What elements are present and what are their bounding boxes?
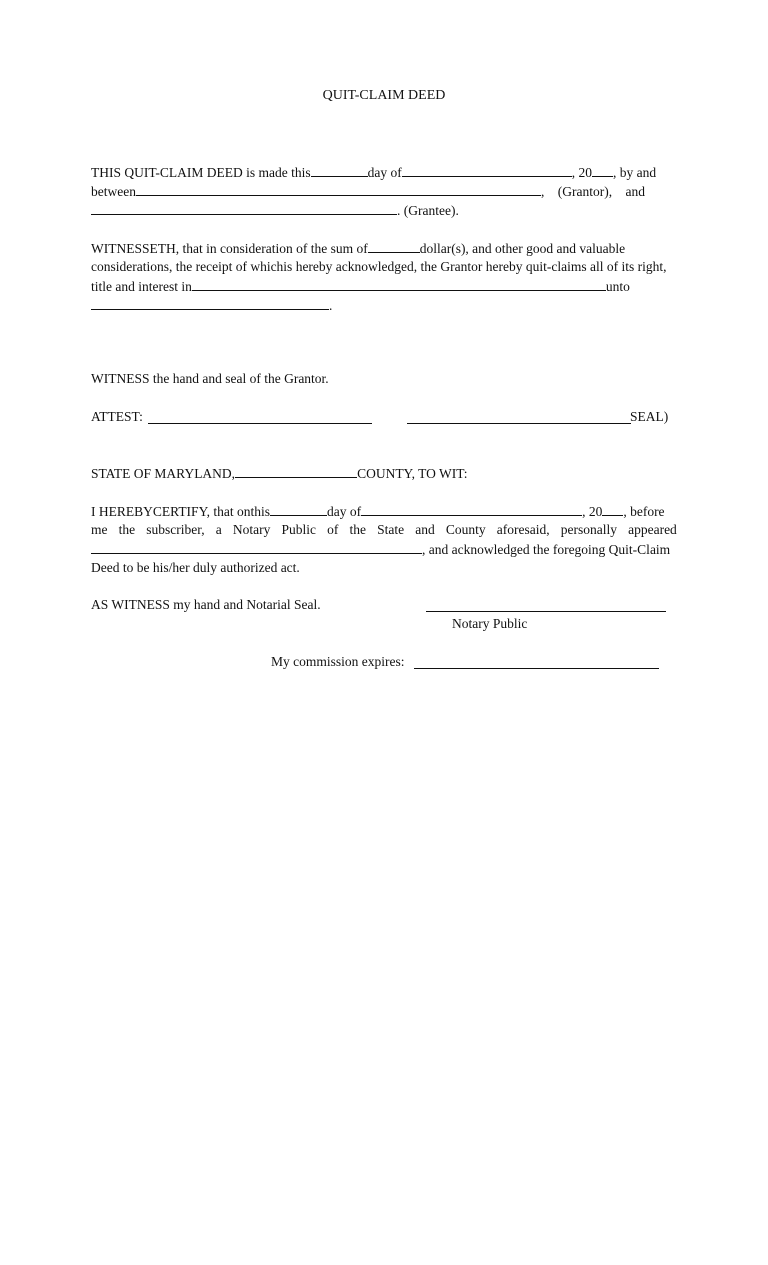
certify-text-dayof: day of: [326, 504, 362, 519]
document-title: QUIT-CLAIM DEED: [322, 88, 446, 103]
as-witness-text: AS WITNESS my hand and Notarial Seal.: [91, 597, 321, 612]
certify-word: County: [445, 522, 486, 537]
certify-word: a: [215, 522, 222, 537]
certify-word: State: [377, 522, 405, 537]
para2-line3: [91, 277, 677, 295]
grantor-blank[interactable]: [136, 182, 541, 196]
para2-line2: considerations, the receipt of whichis hereby acknowledged, the Grantor hereby quit-claims all of its right,: [91, 259, 667, 274]
witness-grantor-text: WITNESS the hand and seal of the Grantor.: [91, 371, 329, 386]
state-text: STATE OF MARYLAND,: [91, 466, 236, 481]
grantor-signature-line[interactable]: [407, 422, 631, 424]
certify-word: subscriber,: [146, 522, 205, 537]
certify-word: and: [415, 522, 435, 537]
para2-text-unto: unto: [605, 279, 630, 294]
certify-year-blank[interactable]: [602, 502, 623, 516]
para1-text-byand: , by and: [612, 165, 657, 180]
certify-line1: [91, 502, 677, 520]
sum-blank[interactable]: [368, 239, 420, 253]
para2-text-dollars: dollar(s), and other good and valuable: [419, 241, 626, 256]
para1-text-dayof: day of: [367, 165, 402, 180]
grantee-blank[interactable]: [91, 201, 397, 215]
para1-line3: [91, 201, 677, 219]
para1-text-comma: ,: [540, 184, 545, 199]
para1-text-intro: THIS QUIT-CLAIM DEED is made this: [91, 165, 311, 180]
certify-word: Notary: [232, 522, 271, 537]
day-blank[interactable]: [311, 163, 368, 177]
commission-expires-label: My commission expires:: [271, 654, 405, 669]
county-blank[interactable]: [235, 464, 357, 478]
certify-word: the: [349, 522, 366, 537]
certify-word: of: [327, 522, 339, 537]
certify-line4: Deed to be his/her duly authorized act.: [91, 560, 300, 575]
certify-line3: [91, 540, 677, 558]
commission-expires-line[interactable]: [414, 667, 659, 669]
month-blank[interactable]: [402, 163, 572, 177]
state-line: [91, 464, 677, 482]
certify-word: the: [118, 522, 136, 537]
para1-line1: [91, 163, 677, 181]
certify-day-blank[interactable]: [270, 502, 327, 516]
attest-label: ATTEST:: [91, 409, 143, 424]
para1-text-between: between: [91, 184, 136, 199]
grantee-label: . (Grantee).: [397, 203, 459, 218]
certify-word: me: [91, 522, 108, 537]
certify-line2: [91, 521, 677, 539]
certify-month-blank[interactable]: [361, 502, 582, 516]
para2-text-interest: title and interest in: [91, 279, 192, 294]
grantor-label: (Grantor),: [557, 184, 613, 199]
para1-text-and: and: [625, 184, 645, 199]
para2-line4: [91, 296, 677, 314]
notary-signature-line[interactable]: [426, 610, 666, 612]
certify-word: aforesaid,: [496, 522, 550, 537]
para2-text-period: .: [329, 298, 333, 313]
para1-text-year: , 20: [571, 165, 592, 180]
grantee-unto-blank[interactable]: [91, 296, 329, 310]
para2-line1: [91, 239, 677, 257]
certify-text-intro: I HEREBYCERTIFY, that onthis: [91, 504, 270, 519]
appeared-name-blank[interactable]: [91, 540, 422, 554]
para2-text-intro: WITNESSETH, that in consideration of the sum of: [91, 241, 368, 256]
property-blank[interactable]: [192, 277, 606, 291]
county-text: COUNTY, TO WIT:: [357, 466, 468, 481]
certify-word: personally: [560, 522, 617, 537]
certify-text-year: , 20: [582, 504, 603, 519]
certify-word: Public: [281, 522, 316, 537]
certify-text-before: , before: [623, 504, 665, 519]
year-blank[interactable]: [592, 163, 613, 177]
certify-word: appeared: [628, 522, 677, 537]
notary-public-label: Notary Public: [452, 616, 528, 631]
attest-signature-line[interactable]: [148, 422, 372, 424]
certify-text-acknowledged: , and acknowledged the foregoing Quit-Claim: [422, 542, 671, 557]
para1-line2: [91, 182, 677, 200]
seal-label: SEAL): [630, 409, 669, 424]
